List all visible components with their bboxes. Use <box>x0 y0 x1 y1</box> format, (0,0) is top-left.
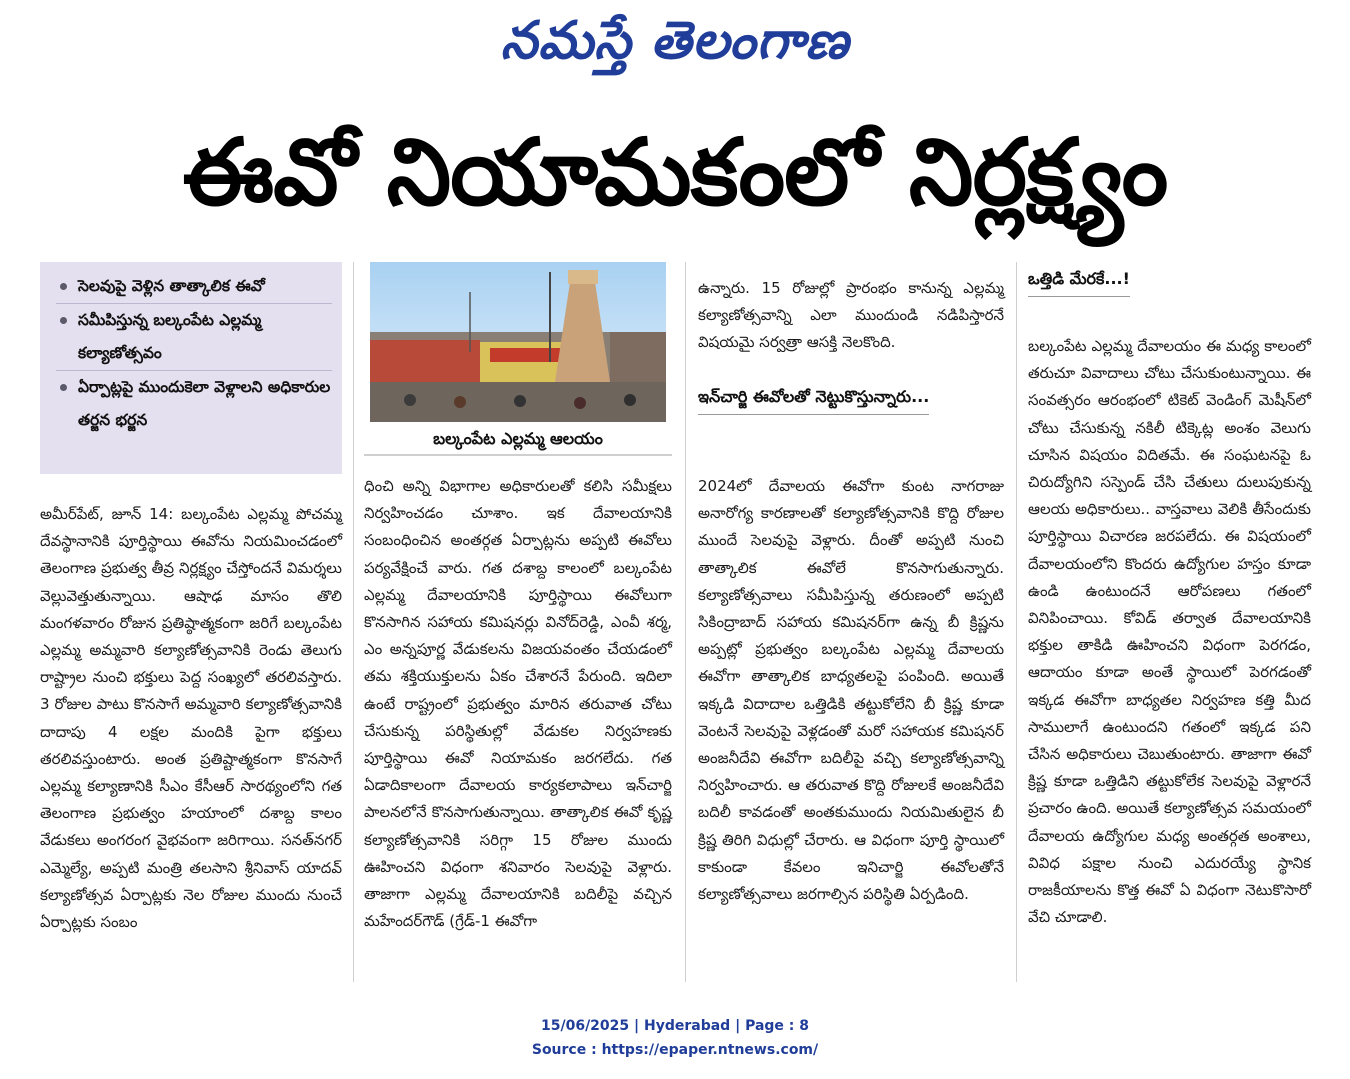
subheading-incharge <box>698 380 1004 415</box>
article-paragraph: ఉన్నారు. 15 రోజుల్లో ప్రారంభం కానున్న ఎల్లమ్మ కల్యాణోత్సవాన్ని ఎలా ముందుండి నడిపిస్తారనే విషయమై సర్వత్రా ఆసక్తి నెలకొంది. <box>698 279 1004 352</box>
highlight-text: సమీపిస్తున్న బల్కంపేట ఎల్లమ్మ కల్యాణోత్సవం <box>78 311 262 362</box>
column-divider <box>685 262 686 982</box>
article-column-4 <box>1028 318 1311 946</box>
highlight-item <box>56 270 332 304</box>
article-paragraph: అమీర్‌పేట్, జూన్ 14: బల్కంపేట ఎల్లమ్మ పోచమ్మ దేవస్థానానికి పూర్తిస్థాయి ఈవోను నియమించడంలో తెలంగాణ ప్రభుత్వ తీవ్ర నిర్లక్ష్యం చేస్తోందనే విమర్శలు వెల్లువెత్తుతున్నాయి. ఆషాఢ మాసం తొలి మంగళవారం రోజున ప్రతిష్ఠాత్మకంగా జరిగే బల్కంపేట ఎల్లమ్మ అమ్మవారి కల్యాణోత్సవానికి రెండు తెలుగు రాష్ట్రాల నుంచి భక్తులు పెద్ద సంఖ్యలో తరలివస్తారు. 3 రోజుల పాటు కొనసాగే అమ్మవారి కల్యాణోత్సవానికి దాదాపు 4 లక్షల మందికి పైగా భక్తులు తరలివస్తుంటారు. అంత ప్రతిష్టాత్మకంగా కొనసాగే ఎల్లమ్మ కల్యాణానికి సీఎం కేసీఆర్ సారథ్యంలోని గత తెలంగాణ ప్రభుత్వం హయాంలో దశాబ్ద కాలం వేడుకలు అంగరంగ వైభవంగా జరిగాయి. సనత్‌నగర్ ఎమ్మెల్యే, అప్పటి మంత్రి తలసాని శ్రీనివాస్ యాదవ్ కల్యాణోత్సవ ఏర్పాట్లకు నెల రోజుల ముందు నుంచే ఏర్పాట్లకు సంబం <box>40 505 342 932</box>
subheading-pressure <box>1028 262 1311 297</box>
footer-date-line: 15/06/2025 | Hyderabad | Page : 8 <box>540 1018 810 1034</box>
highlight-item <box>56 304 332 371</box>
article-paragraph: 2024లో దేవాలయ ఈవోగా కుంట నాగరాజు అనారోగ్య కారణాలతో కల్యాణోత్సవానికి కొద్ది రోజుల ముందే సెలవుపై వెళ్లారు. దీంతో అప్పటి నుంచి తాత్కాలిక ఈవోలే కొనసాగుతున్నారు. కల్యాణోత్సవాలు సమీపిస్తున్న తరుణంలో అప్పటి సికింద్రాబాద్ సహాయ కమిషనర్‌గా ఉన్న బీ క్రిష్ణను అప్పట్లో ప్రభుత్వం బల్కంపేట ఎల్లమ్మ దేవాలయ ఈవోగా తాత్కాలిక బాధ్యతలపై పంపింది. అయితే ఇక్కడి విదాదాల ఒత్తిడికి తట్టుకోలేని బీ క్రిష్ణ కూడా వెంటనే సెలవుపై వెళ్లడంతో మరో సహాయక కమిషనర్ అంజనీదేవి ఈవోగా బదిలీపై వచ్చి కల్యాణోత్సవాన్ని నిర్వహించారు. ఆ తరువాత కొద్ది రోజులకే అంజనీదేవి బదిలీ కావడంతో అంతకుముందు నియమితులైన బీ క్రిష్ణ తిరిగి విధుల్లో చేరారు. ఆ విధంగా పూర్తి స్థాయిలో కాకుండా కేవలం ఇనిచార్జి ఈవోలతోనే కల్యాణోత్సవాలు జరగాల్సిన పరిస్థితి ఏర్పడింది. <box>698 477 1004 904</box>
article-headline: ఈవో నియామకంలో నిర్లక్ష్యం <box>182 119 1168 226</box>
column-divider <box>1016 262 1017 982</box>
article-column-3-bottom <box>698 458 1004 923</box>
highlights-box <box>40 262 342 474</box>
highlight-text: ఏర్పాట్లపై ముందుకెలా వెళ్లాలని అధికారుల తర్జన భర్జన <box>78 378 331 429</box>
temple-photo <box>370 262 666 422</box>
newspaper-masthead: నమస్తే తెలంగాణ <box>500 11 850 71</box>
temple-photo-illustration <box>370 262 666 422</box>
article-column-1 <box>40 486 342 951</box>
article-paragraph: ధించి అన్ని విభాగాల అధికారులతో కలిసి సమీక్షలు నిర్వహించడం చూశాం. ఇక దేవాలయానికి సంబంధించిన అంతర్గత ఏర్పాట్లను అప్పటి ఈవోలు పర్యవేక్షించే వారు. గత దశాబ్ద కాలంలో బల్కంపేట ఎల్లమ్మ దేవాలయానికి పూర్తిస్థాయి ఈవోలుగా కొనసాగిన సహాయ కమిషనర్లు వినోద్‌రెడ్డి, ఎంవీ శర్మ, ఎం అన్నపూర్ణ వేడుకలను విజయవంతం చేయడంలో తమ శక్తియుక్తులను ఏకం చేశారనే పేరుంది. ఇదిలా ఉంటే రాష్ట్రంలో ప్రభుత్వం మారిన తరువాత చోటు చేసుకున్న పరిస్థితుల్లో వేడుకల నిర్వహణకు పూర్తిస్థాయి ఈవో నియామకం జరగలేదు. గత ఏడాదికాలంగా దేవాలయ కార్యకలాపాలు ఇన్‌చార్జి పాలనలోనే కొనసాగుతున్నాయి. తాత్కాలిక ఈవో కృష్ణ కల్యాణోత్సవానికి సరిగ్గా 15 రోజుల ముందు ఊహించని విధంగా శనివారం సెలవుపై వెళ్లారు. తాజాగా ఎల్లమ్మ దేవాలయానికి బదిలీపై వచ్చిన మహేందర్‌గౌడ్ (గ్రేడ్-1 ఈవోగా <box>364 477 672 931</box>
subheading-text: ఒత్తిడి మేరకే...! <box>1028 262 1130 297</box>
subheading-text: ఇన్‌చార్జి ఈవోలతో నెట్టుకొస్తున్నారు... <box>698 380 929 415</box>
article-column-3-top <box>698 260 1004 372</box>
bullet-icon <box>60 283 67 290</box>
article-paragraph: బల్కంపేట ఎల్లమ్మ దేవాలయం ఈ మధ్య కాలంలో తరుచూ వివాదాలు చోటు చేసుకుంటున్నాయి. ఈ సంవత్సరం ఆరంభంలో టికెట్ వెండింగ్ మెషీన్‌లో చోటు చేసుకున్న నకిలీ టిక్కెట్ల అంశం వెలుగు చూసిన విషయం విదితమే. ఈ సంఘటనపై ఓ చిరుద్యోగిని సస్పెండ్ చేసి చేతులు దులుపుకున్న ఆలయ అధికారులు.. వాస్తవాలు వెలికి తీసేందుకు పూర్తిస్థాయి విచారణ జరపలేదు. ఈ విషయంలో దేవాలయంలోని కొందరు ఉద్యోగుల హస్తం కూడా ఉండి ఉంటుందనే ఆరోపణలు గతంలో వినిపించాయి. కోవిడ్ తర్వాత దేవాలయానికి భక్తుల తాకిడి ఊహించని విధంగా పెరగడం, ఆదాయం కూడా అంతే స్థాయిలో పెరగడంతో ఇక్కడ ఈవోగా బాధ్యతల నిర్వహణ కత్తి మీద సాములాగే ఉంటుందని గతంలో ఇక్కడ పని చేసిన అధికారులు చెబుతుంటారు. తాజాగా ఈవో క్రిష్ణ కూడా ఒత్తిడిని తట్టుకోలేక సెలవుపై వెళ్లారనే ప్రచారం ఉంది. అయితే కల్యాణోత్సవ సమయంలో దేవాలయ ఉద్యోగుల మధ్య అంతర్గత అంశాలు, వివిధ పక్షాల నుంచి ఎదురయ్యే స్థానిక రాజకీయాలను కొత్త ఈవో ఏ విధంగా నెటుకొసారో వేచి చూడాలి. <box>1028 337 1311 927</box>
highlight-item <box>56 371 332 437</box>
footer-source-line: Source : https://epaper.ntnews.com/ <box>531 1042 819 1058</box>
article-column-2 <box>364 458 672 950</box>
bullet-icon <box>60 384 67 391</box>
column-divider <box>353 262 354 982</box>
bullet-icon <box>60 317 67 324</box>
highlight-text: సెలవుపై వెళ్లిన తాత్కాలిక ఈవో <box>78 277 265 295</box>
photo-caption: బల్కంపేట ఎల్లమ్మ ఆలయం <box>364 424 672 456</box>
